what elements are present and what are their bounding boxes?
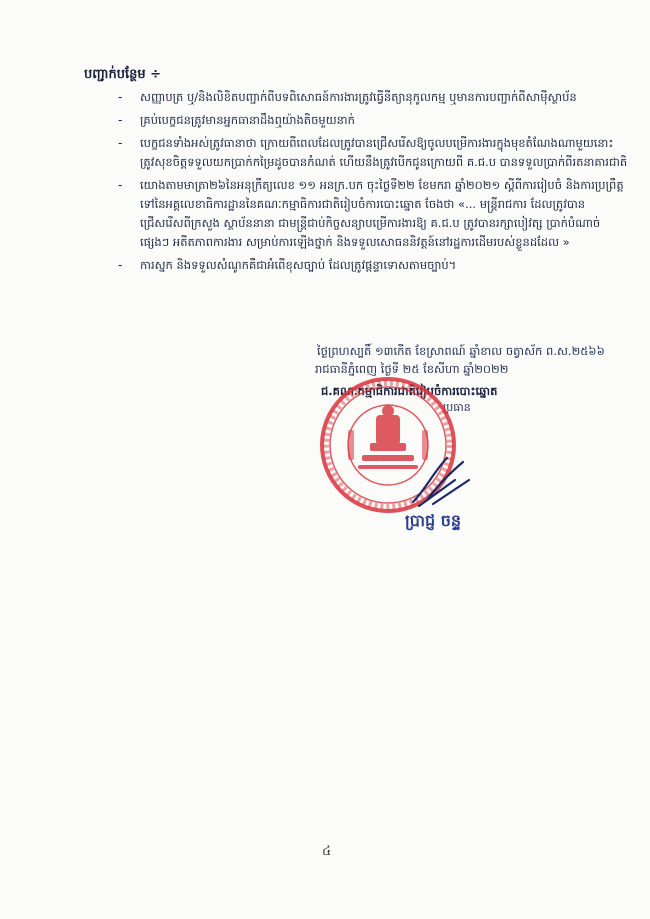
bullet-dash: - bbox=[118, 258, 123, 272]
list-item-text: គ្រប់បេក្ខជនត្រូវមានអ្នកធានាដឹងឮយ៉ាងតិចមួយនាក់ bbox=[140, 113, 355, 127]
bullet-dash: - bbox=[118, 113, 123, 127]
additional-notes-heading: បញ្ជាក់បន្ថែម ÷ bbox=[84, 67, 162, 82]
signer-name: ប្រាជ្ញ ចន្ទ bbox=[405, 511, 462, 530]
bullet-dash: - bbox=[118, 136, 123, 150]
list-item bbox=[118, 176, 628, 252]
list-item bbox=[118, 256, 628, 275]
list-item-text: បេក្ខជនទាំងអស់ត្រូវធានាថា ក្រោយពីពេលដែលត្រូវបានជ្រើសរើសឱ្យចូលបម្រើការងារក្នុងមុខតំណែងណាមួយនោះ ត្រូវសុខចិត្តទទួលយកប្រាក់កម្រៃដូចបានកំណត់ ហើយនឹងត្រូវបើកជូនក្រោយពី គ.ជ.ប បានទទួលប្រាក់ពីរតនាគារជាតិ bbox=[140, 136, 628, 169]
list-item bbox=[118, 88, 628, 107]
solar-date: រាជធានីភ្នំពេញ ថ្ងៃទី ២៥ ខែសីហា ឆ្នាំ២០២២ bbox=[315, 362, 509, 376]
page-number: ៤ bbox=[322, 844, 332, 859]
lunar-date: ថ្ងៃព្រហស្បតិ៍ ១៣កើត ខែស្រាពណ៍ ឆ្នាំខាល ចត្វាស័ក ព.ស.២៥៦៦ bbox=[317, 344, 605, 358]
list-item-text: សញ្ញាបត្រ ឬ/និងលិខិតបញ្ជាក់ពីបទពិសោធន៍ការងារត្រូវធ្វើនីត្យានុកូលកម្ម ឬមានការបញ្ជាក់ពីសាម៉ីស្ថាប័ន bbox=[140, 90, 577, 104]
list-item bbox=[118, 134, 628, 172]
list-item-text: ការស្នក និងទទួលសំណូកគឺជាអំពើខុសច្បាប់ ដែលត្រូវផ្តន្ទាទោសតាមច្បាប់។ bbox=[140, 258, 457, 272]
list-item-text: យោងតាមមាត្រា២៦នៃអនុក្រឹត្យលេខ ១១ អនក្រ.បក ចុះថ្ងៃទី២២ ខែមករា ឆ្នាំ២០២១ ស្តីពីការរៀបចំ និងការប្រព្រឹត្តទៅនៃអគ្គលេខាធិការដ្ឋាននៃគណៈកម្មាធិការជាតិរៀបចំការបោះឆ្នោត ចែងថា «... មន្ត្រីរាជការ ដែលត្រូវបានជ្រើសរើសពីក្រសួង ស្ថាប័ននានា ជាមន្ត្រីជាប់កិច្ចសន្យាបម្រើការងារឱ្យ គ.ជ.ប ត្រូវបានរក្សាបៀវត្ស ប្រាក់បំណាច់ផ្សេងៗ អតីតភាពការងារ សម្រាប់ការឡើងថ្នាក់ និងទទួលសោធននិវត្តន៍នៅរដ្ឋការដើមរបស់ខ្លួនដដែល » bbox=[140, 178, 624, 249]
role-title: ប្រធាន bbox=[443, 401, 471, 414]
organization-name: ជ.គណៈកម្មាធិការជាតិរៀបចំការបោះឆ្នោត bbox=[321, 384, 498, 398]
bullet-dash: - bbox=[118, 178, 123, 192]
bullet-dash: - bbox=[118, 90, 123, 104]
notes-list bbox=[118, 88, 628, 279]
list-item bbox=[118, 111, 628, 130]
handwritten-signature bbox=[405, 450, 475, 510]
